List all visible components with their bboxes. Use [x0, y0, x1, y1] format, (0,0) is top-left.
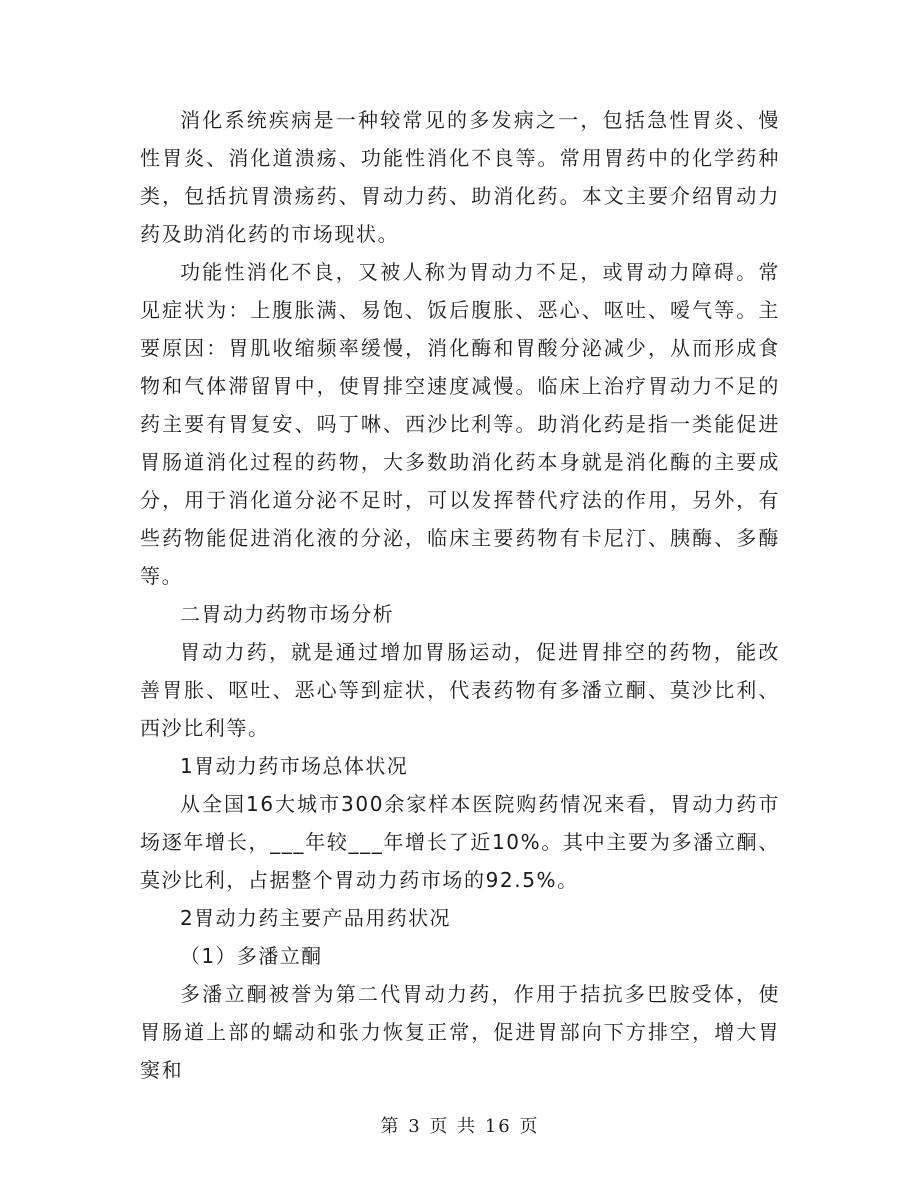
document-body: [140, 101, 780, 1089]
paragraph-domperidone: 多潘立酮被誉为第二代胃动力药，作用于拮抗多巴胺受体，使胃肠道上部的蠕动和张力恢复正常，促进胃部向下方排空，增大胃窦和: [140, 982, 780, 1082]
paragraph-market-overall: 从全国16大城市300余家样本医院购药情况来看，胃动力药市场逐年增长，___年较___年增长了近10%。其中主要为多潘立酮、莫沙比利，占据整个胃动力药市场的92.5%。: [140, 792, 780, 892]
subsection-heading-products: 2胃动力药主要产品用药状况: [180, 906, 451, 930]
paragraph-prokinetics: 胃动力药，就是通过增加胃肠运动，促进胃排空的药物，能改善胃胀、呕吐、恶心等到症状，代表药物有多潘立酮、莫沙比利、西沙比利等。: [140, 640, 780, 740]
page-footer: 第 3 页 共 16 页: [380, 1116, 540, 1137]
paragraph-intro: 消化系统疾病是一种较常见的多发病之一，包括急性胃炎、慢性胃炎、消化道溃疡、功能性消化不良等。常用胃药中的化学药种类，包括抗胃溃疡药、胃动力药、助消化药。本文主要介绍胃动力药及助消化药的市场现状。: [140, 108, 780, 246]
item-heading-domperidone: （1）多潘立酮: [180, 944, 323, 968]
section-heading-market-analysis: 二胃动力药物市场分析: [180, 602, 394, 626]
paragraph-dyspepsia: 功能性消化不良，又被人称为胃动力不足，或胃动力障碍。常见症状为：上腹胀满、易饱、饭后腹胀、恶心、呕吐、嗳气等。主要原因：胃肌收缩频率缓慢，消化酶和胃酸分泌减少，从而形成食物和气体滞留胃中，使胃排空速度减慢。临床上治疗胃动力不足的药主要有胃复安、吗丁啉、西沙比利等。助消化药是指一类能促进胃肠道消化过程的药物，大多数助消化药本身就是消化酶的主要成分，用于消化道分泌不足时，可以发挥替代疗法的作用，另外，有些药物能促进消化液的分泌，临床主要药物有卡尼汀、胰酶、多酶等。: [140, 260, 780, 588]
subsection-heading-overall: 1胃动力药市场总体状况: [180, 754, 409, 778]
